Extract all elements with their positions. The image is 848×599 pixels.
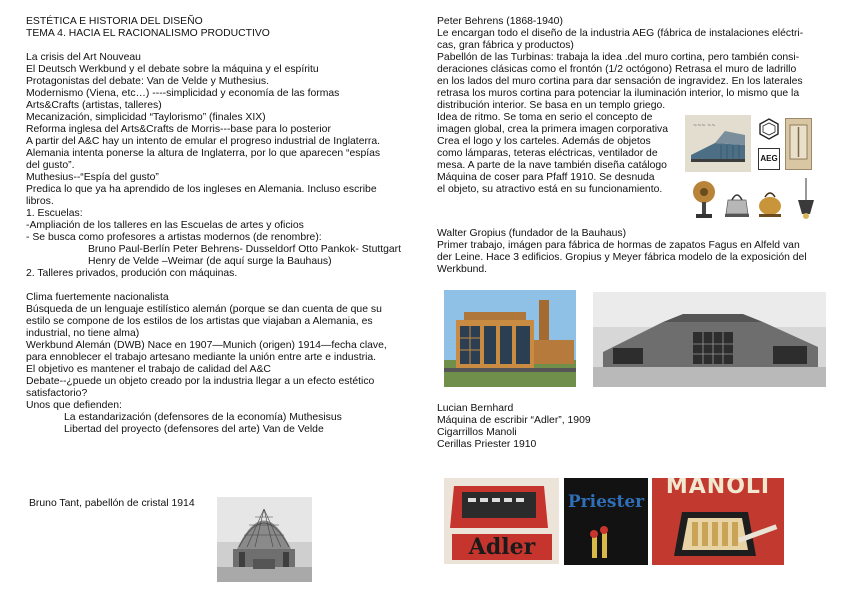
priester-poster	[564, 478, 648, 565]
text-line: Crea el logo y los carteles. Además de objetos	[437, 136, 651, 147]
text-line: Muthesius--“Espía del gusto”	[26, 172, 159, 183]
left-column	[26, 16, 416, 436]
fagus-factory-photo	[444, 290, 576, 387]
text-line: distribución interior. Se basa en un templo griego.	[437, 100, 666, 111]
section-gropius	[437, 228, 832, 276]
section-bernhard	[437, 403, 737, 451]
text-line: Máquina de escribir “Adler”, 1909	[437, 415, 591, 426]
text-line: industrial, no tiene alma)	[26, 328, 140, 339]
text-line: Pabellón de las Turbinas: trabaja la idea .del muro cortina, pero también consi-	[437, 52, 800, 63]
text-line: en los lados del muro cortina para dar sensación de ingravidez. En los laterales	[437, 76, 803, 87]
text-line: Unos que defienden:	[26, 400, 122, 411]
aeg-kettle-product	[722, 188, 752, 220]
text-line: - Se busca como profesores a artistas modernos (de renombre):	[26, 232, 322, 243]
text-line: mesa. A parte de la nave también diseña catálogo	[437, 160, 667, 171]
text-line: Alemania intenta ponerse la altura de Inglaterra, por lo que aparecen “espías	[26, 148, 381, 159]
svg-text:~~~ ~~: ~~~ ~~	[693, 123, 716, 129]
text-line-indented: Bruno Paul-Berlín Peter Behrens- Dusseldorf Otto Pankok- Stuttgart	[88, 244, 402, 255]
doc-subtitle: TEMA 4. HACIA EL RACIONALISMO PRODUCTIVO	[26, 28, 270, 39]
aeg-logo-hexagon	[758, 118, 780, 140]
text-line: Peter Behrens (1868-1940)	[437, 16, 563, 27]
aeg-turbine-hall-drawing	[685, 115, 751, 172]
doc-title: ESTÉTICA E HISTORIA DEL DISEÑO	[26, 16, 203, 27]
text-line: der Leine. Hace 3 edificios. Gropius y Meyer fábrica modelo de la exposición del	[437, 252, 807, 263]
priester-poster-title: Priester	[567, 492, 645, 512]
text-line: Debate--¿puede un objeto creado por la industria llegar a un efecto estético	[26, 376, 375, 387]
text-line: Arts&Crafts (artistas, talleres)	[26, 100, 162, 111]
section-werkbund	[26, 292, 416, 436]
text-line: Reforma inglesa del Arts&Crafts de Morris---base para lo posterior	[26, 124, 331, 135]
text-line: Primer trabajo, imágen para fábrica de hormas de zapatos Fagus en Alfeld van	[437, 240, 800, 251]
text-line: Walter Gropius (fundador de la Bauhaus)	[437, 228, 627, 239]
adler-poster	[444, 478, 559, 564]
manoli-poster-title: MANOLI	[665, 478, 771, 499]
text-line: El objetivo es mantener el trabajo de calidad del A&C	[26, 364, 271, 375]
text-line: satisfactorio?	[26, 388, 88, 399]
text-line-indented: Henry de Velde –Weimar (de aquí surge la Bauhaus)	[88, 256, 332, 267]
text-line-indented: La estandarización (defensores de la economía) Muthesisus	[64, 412, 342, 423]
text-line: Clima fuertemente nacionalista	[26, 292, 169, 303]
text-line: el objeto, su atractivo está en su funcionamiento.	[437, 184, 663, 195]
text-line: Modernismo (Viena, etc…) ----simplicidad y economía de las formas	[26, 88, 340, 99]
adler-poster-title: Adler	[468, 534, 536, 560]
text-line: cas, gran fábrica y productos)	[437, 40, 574, 51]
manoli-poster	[652, 478, 784, 565]
text-line: Werkbund Alemán (DWB) Nace en 1907—Munich (origen) 1914—fecha clave,	[26, 340, 387, 351]
text-line: deraciones clásicas como el frontón (1/2 octógono) Retrasa el muro de ladrillo	[437, 64, 797, 75]
text-line: del gusto”.	[26, 160, 75, 171]
text-line: Predica lo que ya ha aprendido de los ingleses en Alemania. Incluso escribe	[26, 184, 377, 195]
text-line: Werkbund.	[437, 264, 488, 275]
text-line: -Ampliación de los talleres en las Escuelas de artes y oficios	[26, 220, 304, 231]
text-line: A partir del A&C hay un intento de emular el progreso industrial de Inglaterra.	[26, 136, 381, 147]
text-line: Cigarrillos Manoli	[437, 427, 517, 438]
text-line: La crisis del Art Nouveau	[26, 52, 141, 63]
text-line: como lámparas, teteras eléctricas, ventilador de	[437, 148, 658, 159]
text-line: Búsqueda de un lenguaje estilístico alemán (porque se dan cuenta de que su	[26, 304, 382, 315]
text-line: El Deutsch Werkbund y el debate sobre la máquina y el espíritu	[26, 64, 319, 75]
aeg-logo-text: AEG	[760, 154, 778, 163]
text-line: Le encargan todo el diseño de la industria AEG (fábrica de instalaciones eléctri-	[437, 28, 804, 39]
section-art-nouveau	[26, 52, 416, 280]
aeg-fan-product	[690, 178, 718, 222]
text-line: Mecanización, simplicidad “Taylorismo” (finales XIX)	[26, 112, 266, 123]
text-line: 2. Talleres privados, produción con máquinas.	[26, 268, 238, 279]
aeg-lamp-product	[792, 178, 820, 224]
werkbund-model-factory-photo	[593, 292, 826, 387]
text-line: libros.	[26, 196, 54, 207]
text-line: 1. Escuelas:	[26, 208, 83, 219]
caption-taut: Bruno Tant, pabellón de cristal 1914	[29, 498, 195, 509]
text-line: Lucian Bernhard	[437, 403, 514, 414]
text-line: retrasa los muros cortina para potenciar la iluminación interior, lo mismo que la	[437, 88, 800, 99]
text-line: estilo se compone de los estilos de los artistas que viajaban a Alemania, es	[26, 316, 373, 327]
aeg-poster	[785, 118, 812, 170]
text-line: para ennoblecer el trabajo artesano mediante la unión entre arte e industria.	[26, 352, 377, 363]
text-line: Protagonistas del debate: Van de Velde y Muthesius.	[26, 76, 269, 87]
text-line: Cerillas Priester 1910	[437, 439, 537, 450]
aeg-logo-badge	[758, 148, 780, 170]
text-line-indented: Libertad del proyecto (defensores del arte) Van de Velde	[64, 424, 324, 435]
aeg-teapot-product	[755, 186, 785, 220]
text-line: Idea de ritmo. Se toma en serio el concepto de	[437, 112, 653, 123]
text-line: Máquina de coser para Pfaff 1910. Se desnuda	[437, 172, 655, 183]
glass-pavilion-photo	[217, 497, 312, 582]
text-line: imagen global, crea la primera imagen corporativa	[437, 124, 669, 135]
